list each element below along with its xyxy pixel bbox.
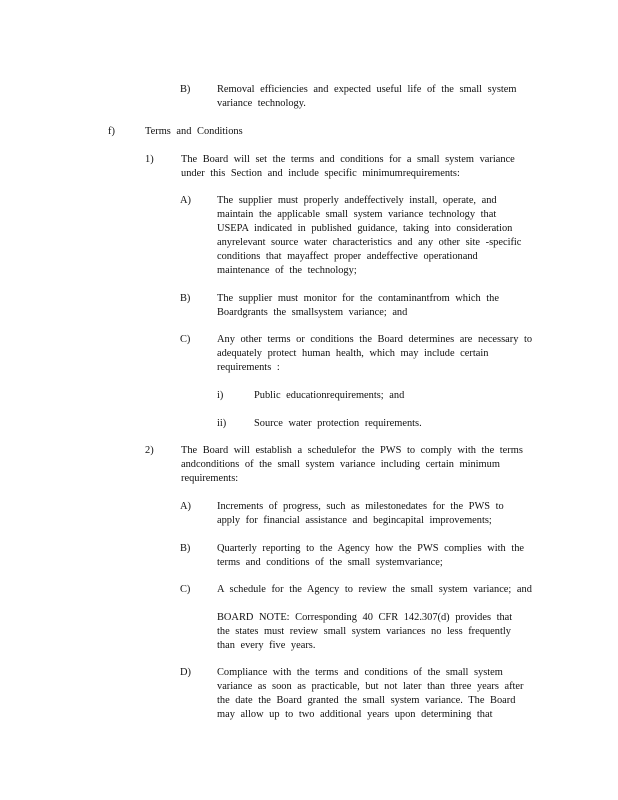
section-title: Terms and Conditions [145, 126, 243, 137]
text-line: Compliance with the terms and conditions of the small system [217, 667, 503, 678]
item-label: A) [180, 501, 191, 512]
text-line: may allow up to two additional years upon determining that [217, 709, 493, 720]
text-line: The supplier must properly andeffectively install, operate, and [217, 195, 497, 206]
text-line: apply for financial assistance and begincapital improvements; [217, 515, 492, 526]
text-line: requirements : [217, 362, 280, 373]
item-label: A) [180, 195, 191, 206]
item-label: C) [180, 334, 191, 345]
text-line: Increments of progress, such as milestonedates for the PWS to [217, 501, 504, 512]
text-line: variance as soon as practicable, but not later than three years after [217, 681, 524, 692]
text-line: Public educationrequirements; and [254, 390, 405, 401]
text-line: USEPA indicated in published guidance, taking into consideration [217, 223, 513, 234]
item-label: B) [180, 293, 191, 304]
text-line: The Board will establish a schedulefor the PWS to comply with the terms [181, 445, 523, 456]
text-line: maintain the applicable small system variance technology that [217, 209, 497, 220]
text-line: conditions that mayaffect proper andeffective operationand [217, 251, 478, 262]
text-line: the date the Board granted the small system variance. The Board [217, 695, 516, 706]
item-label: ii) [217, 418, 227, 429]
text-line: anyrelevant source water characteristics and any other site -specific [217, 237, 522, 248]
text-line: The Board will set the terms and conditions for a small system variance [181, 154, 515, 165]
text-line: The supplier must monitor for the contaminantfrom which the [217, 293, 499, 304]
note-line: the states must review small system variances no less frequently [217, 626, 511, 637]
text-line: under this Section and include specific minimumrequirements: [181, 168, 460, 179]
text-line: Boardgrants the smallsystem variance; and [217, 307, 408, 318]
section-label: f) [108, 126, 115, 137]
note-line: than every five years. [217, 640, 316, 651]
text-line: Source water protection requirements. [254, 418, 422, 429]
text-line: requirements: [181, 473, 239, 484]
item-label: C) [180, 584, 191, 595]
item-label: 1) [145, 154, 154, 165]
item-label: i) [217, 390, 224, 401]
text-line: andconditions of the small system variance including certain minimum [181, 459, 500, 470]
text-line: Quarterly reporting to the Agency how the PWS complies with the [217, 543, 525, 554]
text-line: Any other terms or conditions the Board determines are necessary to [217, 334, 533, 345]
item-label: B) [180, 84, 191, 95]
item-label: 2) [145, 445, 154, 456]
text-line: Removal efficiencies and expected useful life of the small system [217, 84, 517, 95]
note-line: BOARD NOTE: Corresponding 40 CFR 142.307(d) provides that [217, 612, 513, 623]
text-line: A schedule for the Agency to review the small system variance; and [217, 584, 532, 595]
text-line: adequately protect human health, which may include certain [217, 348, 489, 359]
text-line: terms and conditions of the small systemvariance; [217, 557, 443, 568]
item-label: B) [180, 543, 191, 554]
item-label: D) [180, 667, 191, 678]
text-line: maintenance of the technology; [217, 265, 357, 276]
text-line: variance technology. [217, 98, 306, 109]
